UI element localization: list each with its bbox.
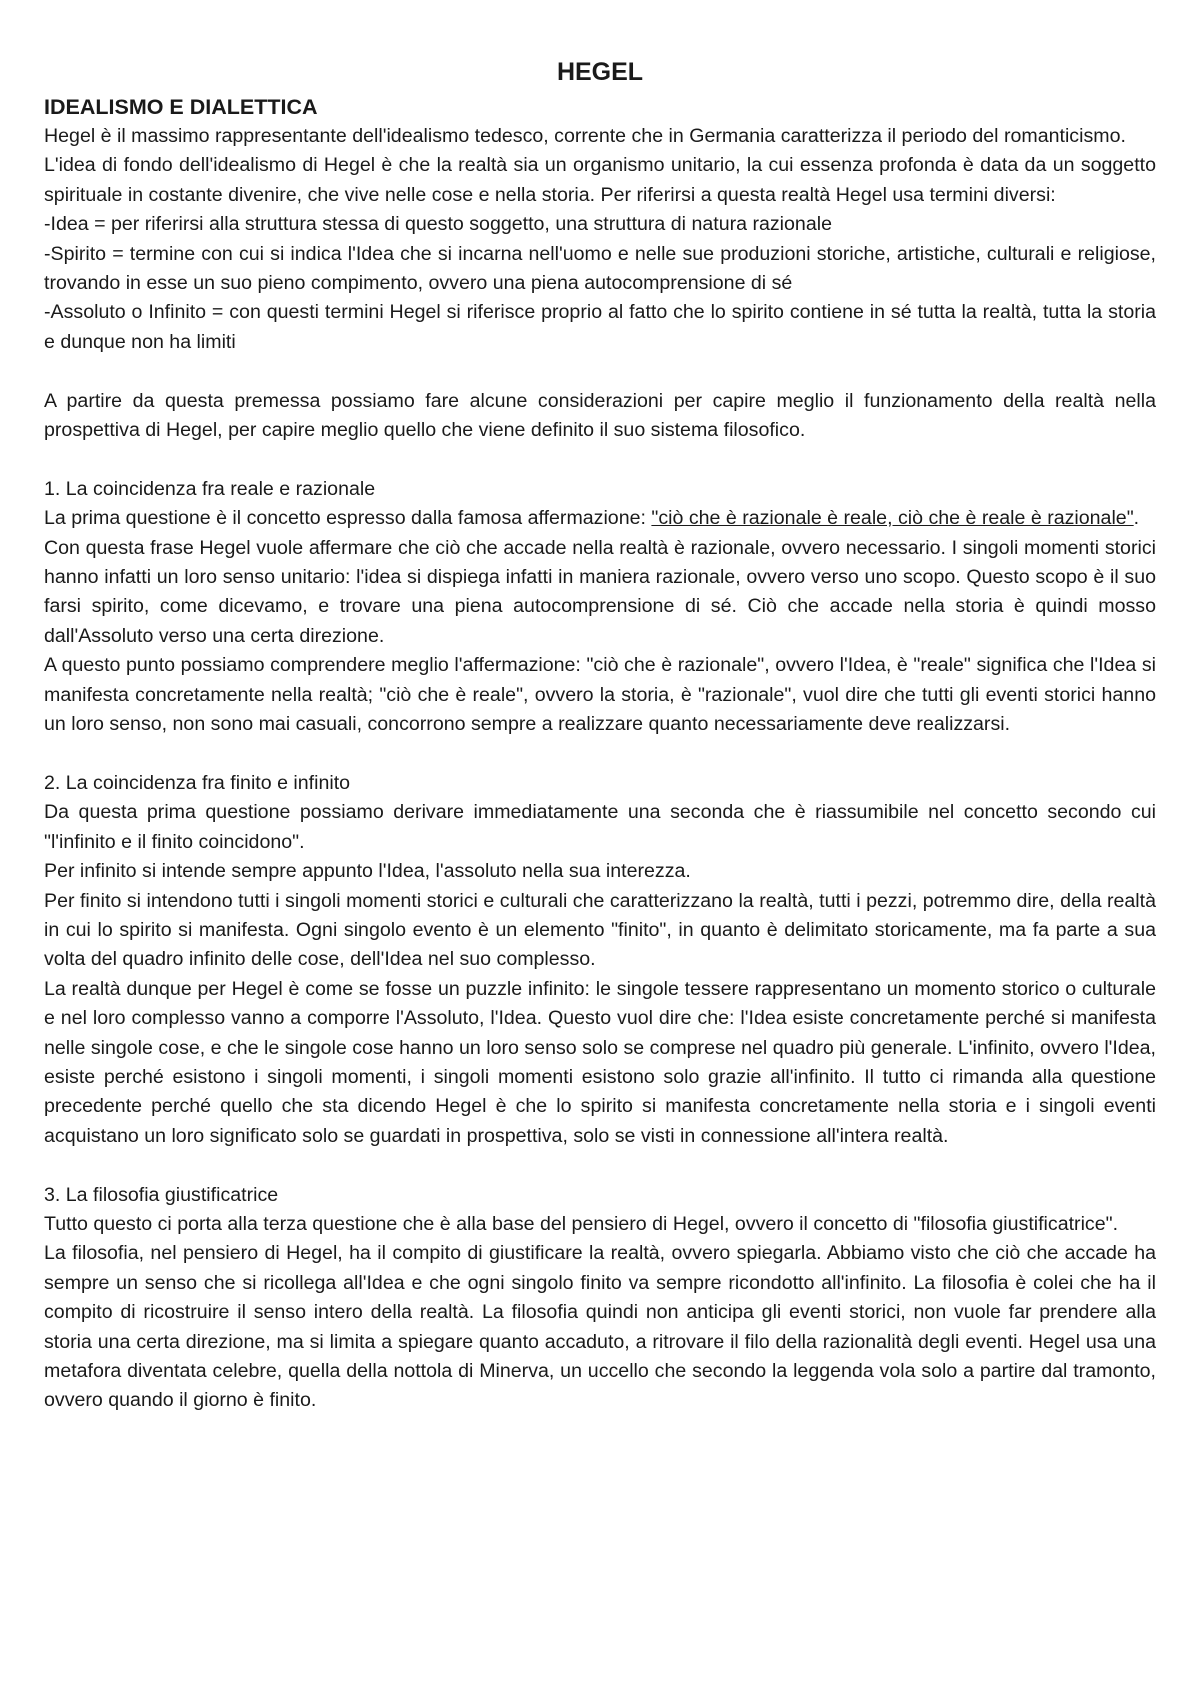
famous-quote: "ciò che è razionale è reale, ciò che è reale è razionale" — [651, 507, 1134, 530]
intro-paragraph-1: Hegel è il massimo rappresentante dell'idealismo tedesco, corrente che in Germania caratterizza il periodo del romanticismo. — [44, 125, 1126, 147]
blank-line — [44, 445, 1156, 474]
blank-line — [44, 1151, 1156, 1180]
blank-line — [44, 357, 1156, 386]
section-1-paragraph-1-prefix: La prima questione è il concetto espresso dalla famosa affermazione: — [44, 507, 652, 530]
section-2-paragraph-1: Da questa prima questione possiamo derivare immediatamente una seconda che è riassumibile nel concetto secondo cui "l'infinito e il finito coincidono". — [44, 801, 1156, 853]
document-title: HEGEL — [556, 58, 644, 86]
section-1-paragraph-1 — [44, 504, 1156, 533]
premise-paragraph: A partire da questa premessa possiamo fare alcune considerazioni per capire meglio il funzionamento della realtà nella prospettiva di Hegel, per capire meglio quello che viene definito il suo sistema filosofico. — [44, 389, 1156, 442]
section-2-heading: 2. La coincidenza fra finito e infinito — [44, 771, 351, 794]
section-heading: IDEALISMO E DIALETTICA — [44, 95, 318, 119]
section-1-paragraph-2: Con questa frase Hegel vuole affermare che ciò che accade nella realtà è razionale, ovvero necessario. I singoli momenti storici hanno infatti un loro senso unitario: l'idea si dispiega infatti in maniera razionale, ovvero verso uno scopo. Questo scopo è il suo farsi spirito, come dicevamo, e trovare una piena autocomprensione di sé. Ciò che accade nella storia è quindi mosso dall'Assoluto verso una certa direzione. — [44, 536, 1156, 647]
blank-line — [44, 740, 1156, 769]
section-2-paragraph-4: La realtà dunque per Hegel è come se fosse un puzzle infinito: le singole tessere rappresentano un momento storico o culturale e nel loro complesso vanno a comporre l'Assoluto, l'Idea. Questo vuol dire che: l'Idea esiste concretamente perché si manifesta nelle singole cose, e che le singole cose hanno un loro senso solo se comprese nel quadro più generale. L'infinito, ovvero l'Idea, esiste perché esistono i singoli momenti, i singoli momenti esistono solo grazie all'infinito. Il tutto ci rimanda alla questione precedente perché quello che sta dicendo Hegel è che lo spirito si manifesta concretamente nella storia e i singoli eventi acquistano un loro significato solo se guardati in prospettiva, solo se visti in connessione all'intera realtà. — [44, 977, 1156, 1147]
section-1-paragraph-1-suffix: . — [1133, 507, 1140, 530]
definition-spirito: -Spirito = termine con cui si indica l'Idea che si incarna nell'uomo e nelle sue produzioni storiche, artistiche, culturali e religiose, trovando in esse un suo pieno compimento, ovvero una piena autocomprensione di sé — [44, 242, 1156, 295]
document-page — [44, 52, 1156, 1416]
intro-paragraph-2: L'idea di fondo dell'idealismo di Hegel è che la realtà sia un organismo unitario, la cui essenza profonda è data da un soggetto spirituale in costante divenire, che vive nelle cose e nella storia. Per riferirsi a questa realtà Hegel usa termini diversi: — [44, 154, 1156, 206]
section-3-paragraph-1: Tutto questo ci porta alla terza questione che è alla base del pensiero di Hegel, ovvero il concetto di "filosofia giustificatrice". — [44, 1212, 1119, 1235]
section-2-paragraph-2: Per infinito si intende sempre appunto l'Idea, l'assoluto nella sua interezza. — [44, 860, 691, 883]
definition-assoluto: -Assoluto o Infinito = con questi termini Hegel si riferisce proprio al fatto che lo spirito contiene in sé tutta la realtà, tutta la storia e dunque non ha limiti — [44, 301, 1156, 353]
section-1-heading: 1. La coincidenza fra reale e razionale — [44, 477, 376, 500]
section-3-heading: 3. La filosofia giustificatrice — [44, 1183, 279, 1206]
section-1-paragraph-3: A questo punto possiamo comprendere meglio l'affermazione: "ciò che è razionale", ovvero l'Idea, è "reale" significa che l'Idea si manifesta concretamente nella realtà; "ciò che è reale", ovvero la storia, è "razionale", vuol dire che tutti gli eventi storici hanno un loro senso, non sono mai casuali, concorrono sempre a realizzare quanto necessariamente deve realizzarsi. — [44, 654, 1156, 736]
section-3-paragraph-2: La filosofia, nel pensiero di Hegel, ha il compito di giustificare la realtà, ovvero spiegarla. Abbiamo visto che ciò che accade ha sempre un senso che si ricollega all'Idea e che ogni singolo finito va sempre ricondotto all'infinito. La filosofia è colei che ha il compito di ricostruire il senso intero della realtà. La filosofia quindi non anticipa gli eventi storici, non vuole far prendere alla storia una certa direzione, ma si limita a spiegare quanto accaduto, a ritrovare il filo della razionalità degli eventi. Hegel usa una metafora diventata celebre, quella della nottola di Minerva, un uccello che secondo la leggenda vola solo a partire dal tramonto, ovvero quando il giorno è finito. — [44, 1242, 1156, 1412]
section-2-paragraph-3: Per finito si intendono tutti i singoli momenti storici e culturali che caratterizzano la realtà, tutti i pezzi, potremmo dire, della realtà in cui lo spirito si manifesta. Ogni singolo evento è un elemento "finito", in quanto è delimitato storicamente, ma fa parte a sua volta del quadro infinito delle cose, dell'Idea nel suo complesso. — [44, 889, 1156, 971]
definition-idea: -Idea = per riferirsi alla struttura stessa di questo soggetto, una struttura di natura razionale — [44, 213, 832, 236]
